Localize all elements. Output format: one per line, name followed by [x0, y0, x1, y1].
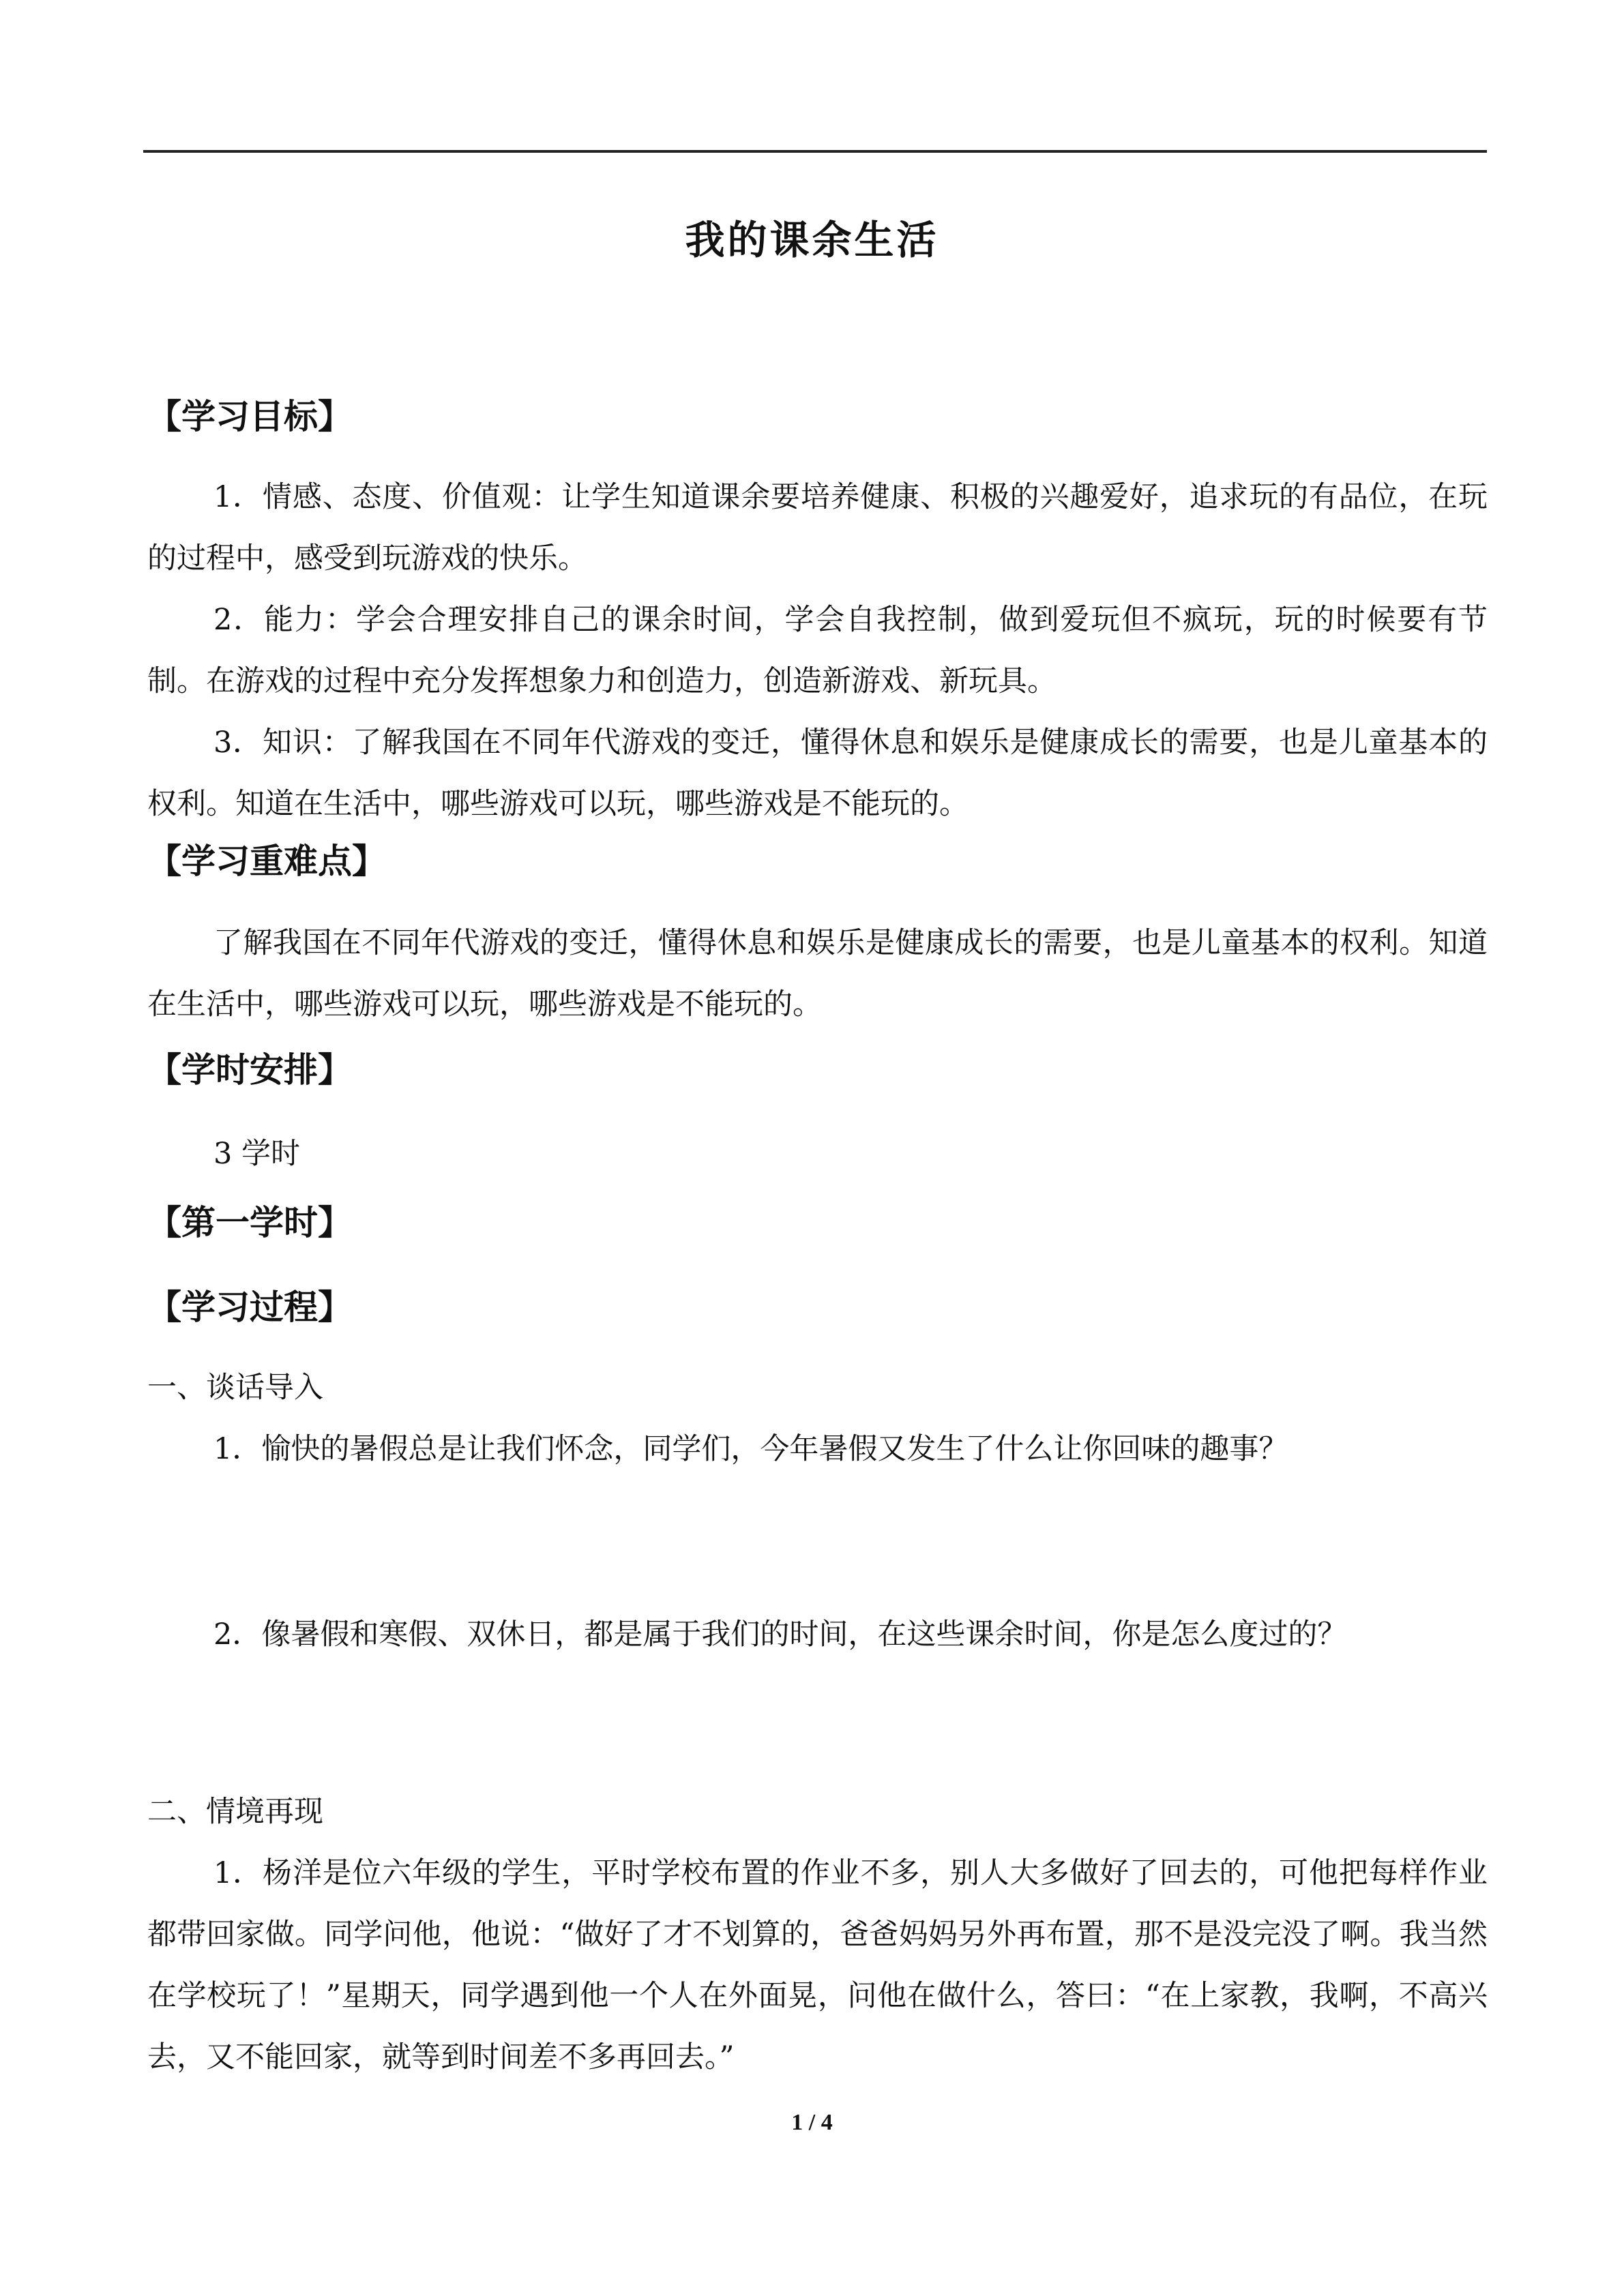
- key-points-text: 了解我国在不同年代游戏的变迁，懂得休息和娱乐是健康成长的需要，也是儿童基本的权利。知道在生活中，哪些游戏可以玩，哪些游戏是不能玩的。: [147, 926, 1488, 1022]
- heading-first-period: 【第一学时】: [147, 1203, 352, 1242]
- intro-question-2: 2．像暑假和寒假、双休日，都是属于我们的时间，在这些课余时间，你是怎么度过的？: [213, 1617, 1347, 1652]
- section-title-intro: 一、谈话导入: [147, 1371, 323, 1405]
- goal-item-1: 1．情感、态度、价值观：让学生知道课余要培养健康、积极的兴趣爱好，追求玩的有品位，在玩的过程中，感受到玩游戏的快乐。: [147, 480, 1488, 576]
- heading-learning-process: 【学习过程】: [147, 1287, 352, 1327]
- heading-schedule: 【学时安排】: [147, 1050, 352, 1090]
- page-title: 我的课余生活: [685, 217, 939, 263]
- goal-item-2: 2．能力：学会合理安排自己的课余时间，学会自我控制，做到爱玩但不疯玩，玩的时候要有节制。在游戏的过程中充分发挥想象力和创造力，创造新游戏、新玩具。: [147, 603, 1488, 698]
- scenario-story-1: 1．杨洋是位六年级的学生，平时学校布置的作业不多，别人大多做好了回去的，可他把每样作业都带回家做。同学问他，他说：“做好了才不划算的，爸爸妈妈另外再布置，那不是没完没了啊。我当然在学校玩了！”星期天，同学遇到他一个人在外面晃，问他在做什么，答曰：“在上家教，我啊，不高兴去，又不能回家，就等到时间差不多再回去。”: [147, 1856, 1488, 2074]
- header-rule: [143, 150, 1487, 153]
- intro-question-1: 1．愉快的暑假总是让我们怀念，同学们，今年暑假又发生了什么让你回味的趣事？: [213, 1432, 1288, 1466]
- heading-key-points: 【学习重难点】: [147, 841, 386, 881]
- goal-item-3: 3．知识：了解我国在不同年代游戏的变迁，懂得休息和娱乐是健康成长的需要，也是儿童基本的权利。知道在生活中，哪些游戏可以玩，哪些游戏是不能玩的。: [147, 726, 1488, 821]
- heading-learning-goals: 【学习目标】: [147, 397, 352, 436]
- section-title-scenario: 二、情境再现: [147, 1795, 323, 1829]
- schedule-text: 3 学时: [213, 1137, 301, 1171]
- page-number: 1 / 4: [791, 2110, 833, 2135]
